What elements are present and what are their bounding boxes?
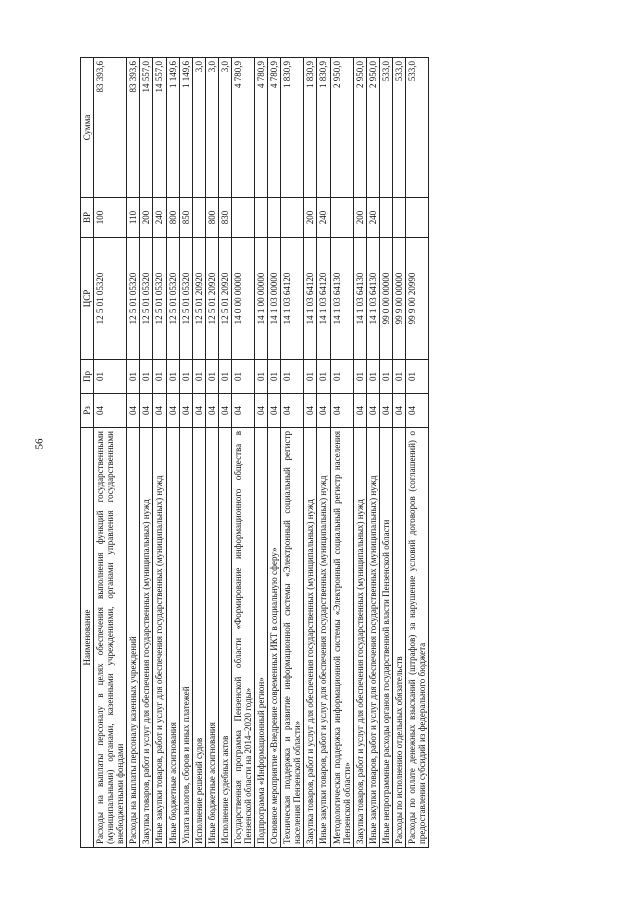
cell-sum: 83 393,6 [127, 58, 140, 198]
table-row [218, 58, 231, 848]
cell-sum: 533,0 [406, 58, 429, 198]
cell-rz: 04 [192, 394, 205, 428]
table-row [205, 58, 218, 848]
cell-rz: 04 [94, 394, 127, 428]
table-row [317, 58, 330, 848]
cell-rz: 04 [179, 394, 192, 428]
cell-csr: 12 5 01 20920 [218, 238, 231, 360]
cell-pr: 01 [218, 360, 231, 394]
table-row [179, 58, 192, 848]
cell-sum: 4 780,9 [268, 58, 281, 198]
cell-vr: 240 [153, 198, 166, 238]
cell-pr: 01 [304, 360, 317, 394]
cell-name: Иные бюджетные ассигнования [205, 428, 218, 848]
cell-csr: 12 5 01 05320 [166, 238, 179, 360]
cell-csr: 99 0 00 00000 [379, 238, 392, 360]
cell-vr [330, 198, 353, 238]
cell-csr: 12 5 01 05320 [179, 238, 192, 360]
cell-sum: 1 830,9 [281, 58, 304, 198]
cell-pr: 01 [281, 360, 304, 394]
page-number: 56 [33, 438, 46, 450]
cell-pr: 01 [94, 360, 127, 394]
table-row [94, 58, 127, 848]
cell-pr: 01 [179, 360, 192, 394]
cell-name: Иные закупки товаров, работ и услуг для обеспечения государственных (муниципальных) нужд [366, 428, 379, 848]
cell-pr: 01 [406, 360, 429, 394]
cell-pr: 01 [192, 360, 205, 394]
budget-table [80, 57, 429, 848]
cell-vr: 850 [179, 198, 192, 238]
cell-rz: 04 [255, 394, 268, 428]
cell-name: Исполнение решений судов [192, 428, 205, 848]
cell-pr: 01 [268, 360, 281, 394]
cell-rz: 04 [330, 394, 353, 428]
cell-csr: 14 1 03 64130 [366, 238, 379, 360]
table-row [379, 58, 392, 848]
cell-name: Техническая поддержка и развитие информационной системы «Электронный социальный регистр населения Пензенской области» [281, 428, 304, 848]
cell-vr: 800 [166, 198, 179, 238]
cell-vr: 200 [140, 198, 153, 238]
cell-pr: 01 [127, 360, 140, 394]
cell-pr: 01 [153, 360, 166, 394]
table-header-row [81, 58, 94, 848]
cell-vr [281, 198, 304, 238]
table-row [192, 58, 205, 848]
cell-vr: 800 [205, 198, 218, 238]
cell-rz: 04 [205, 394, 218, 428]
cell-sum: 1 149,6 [166, 58, 179, 198]
table-row [406, 58, 429, 848]
cell-rz: 04 [218, 394, 231, 428]
cell-name: Исполнение судебных актов [218, 428, 231, 848]
cell-pr: 01 [330, 360, 353, 394]
cell-vr: 830 [218, 198, 231, 238]
cell-vr: 200 [353, 198, 366, 238]
cell-vr: 240 [317, 198, 330, 238]
cell-vr: 240 [366, 198, 379, 238]
cell-name: Уплата налогов, сборов и иных платежей [179, 428, 192, 848]
cell-csr: 14 1 03 64130 [353, 238, 366, 360]
cell-name: Закупка товаров, работ и услуг для обеспечения государственных (муниципальных) нужд [353, 428, 366, 848]
cell-sum: 14 557,0 [140, 58, 153, 198]
cell-name: Закупка товаров, работ и услуг для обеспечения государственных (муниципальных) нужд [304, 428, 317, 848]
cell-sum: 1 830,9 [304, 58, 317, 198]
cell-csr: 14 1 03 00000 [268, 238, 281, 360]
cell-name: Основное мероприятие «Внедрение современных ИКТ в социальную сферу» [268, 428, 281, 848]
cell-sum: 4 780,9 [255, 58, 268, 198]
cell-vr [231, 198, 254, 238]
cell-rz: 04 [317, 394, 330, 428]
cell-csr: 14 1 03 64120 [304, 238, 317, 360]
cell-csr: 14 1 03 64120 [317, 238, 330, 360]
table-row [268, 58, 281, 848]
cell-vr [192, 198, 205, 238]
cell-csr: 12 5 01 05320 [140, 238, 153, 360]
cell-csr: 12 5 01 05320 [94, 238, 127, 360]
cell-name: Методологическая поддержка информационной системы «Электронный социальный регистр населения Пензенской области» [330, 428, 353, 848]
cell-vr: 100 [94, 198, 127, 238]
cell-name: Государственная программа Пензенской области «Формирование информационного общества в Пензенской области на 2014–2020 годы» [231, 428, 254, 848]
cell-name: Подпрограмма «Информационный регион» [255, 428, 268, 848]
cell-sum: 3,0 [192, 58, 205, 198]
cell-rz: 04 [127, 394, 140, 428]
cell-rz: 04 [392, 394, 405, 428]
cell-sum: 533,0 [379, 58, 392, 198]
cell-pr: 01 [366, 360, 379, 394]
rotated-page-content [80, 58, 563, 848]
cell-name: Иные закупки товаров, работ и услуг для обеспечения государственных (муниципальных) нужд [153, 428, 166, 848]
cell-rz: 04 [231, 394, 254, 428]
cell-name: Закупка товаров, работ и услуг для обеспечения государственных (муниципальных) нужд [140, 428, 153, 848]
cell-rz: 04 [281, 394, 304, 428]
cell-vr [268, 198, 281, 238]
table-row [353, 58, 366, 848]
cell-pr: 01 [140, 360, 153, 394]
table-row [255, 58, 268, 848]
cell-sum: 533,0 [392, 58, 405, 198]
table-row [281, 58, 304, 848]
cell-rz: 04 [353, 394, 366, 428]
cell-pr: 01 [255, 360, 268, 394]
cell-csr: 99 9 00 00000 [392, 238, 405, 360]
cell-rz: 04 [140, 394, 153, 428]
cell-name: Расходы на выплаты персоналу казенных учреждений [127, 428, 140, 848]
cell-pr: 01 [317, 360, 330, 394]
table-row [231, 58, 254, 848]
cell-name: Расходы на выплаты персоналу в целях обеспечения выполнения функций государственными (муниципальными) органами, казенными учреждениями, органами управления государственными внебюджетными фондами [94, 428, 127, 848]
cell-sum: 4 780,9 [231, 58, 254, 198]
cell-sum: 1 149,6 [179, 58, 192, 198]
table-row [366, 58, 379, 848]
cell-csr: 14 0 00 00000 [231, 238, 254, 360]
header-name: Наименование [81, 428, 94, 848]
cell-vr [406, 198, 429, 238]
cell-pr: 01 [231, 360, 254, 394]
cell-sum: 2 950,0 [366, 58, 379, 198]
cell-pr: 01 [353, 360, 366, 394]
cell-pr: 01 [205, 360, 218, 394]
cell-csr: 14 1 00 00000 [255, 238, 268, 360]
cell-rz: 04 [406, 394, 429, 428]
table-row [304, 58, 317, 848]
table-row [392, 58, 405, 848]
cell-name: Иные непрограммные расходы органов государственной власти Пензенской области [379, 428, 392, 848]
cell-sum: 83 393,6 [94, 58, 127, 198]
cell-csr: 99 9 00 20990 [406, 238, 429, 360]
cell-sum: 14 557,0 [153, 58, 166, 198]
cell-sum: 2 950,0 [330, 58, 353, 198]
cell-vr [379, 198, 392, 238]
header-sum: Сумма [81, 58, 94, 198]
cell-vr [392, 198, 405, 238]
cell-name: Расходы по исполнению отдельных обязательств [392, 428, 405, 848]
table-row [127, 58, 140, 848]
cell-pr: 01 [392, 360, 405, 394]
cell-name: Иные бюджетные ассигнования [166, 428, 179, 848]
cell-rz: 04 [366, 394, 379, 428]
header-pr: Пр [81, 360, 94, 394]
cell-rz: 04 [268, 394, 281, 428]
cell-csr: 14 1 03 64120 [281, 238, 304, 360]
cell-vr: 200 [304, 198, 317, 238]
header-csr: ЦСР [81, 238, 94, 360]
cell-rz: 04 [379, 394, 392, 428]
cell-sum: 3,0 [205, 58, 218, 198]
cell-sum: 1 830,9 [317, 58, 330, 198]
cell-csr: 12 5 01 05320 [153, 238, 166, 360]
cell-rz: 04 [153, 394, 166, 428]
cell-name: Иные закупки товаров, работ и услуг для обеспечения государственных (муниципальных) нужд [317, 428, 330, 848]
table-row [153, 58, 166, 848]
cell-sum: 2 950,0 [353, 58, 366, 198]
table-row [140, 58, 153, 848]
table-row [330, 58, 353, 848]
cell-csr: 12 5 01 05320 [127, 238, 140, 360]
cell-csr: 14 1 03 64130 [330, 238, 353, 360]
cell-csr: 12 5 01 20920 [192, 238, 205, 360]
cell-sum: 3,0 [218, 58, 231, 198]
cell-name: Расходы по оплате денежных взысканий (штрафов) за нарушение условий договоров (соглашений) о предоставлении субсидий из федерального бюджета [406, 428, 429, 848]
cell-vr [255, 198, 268, 238]
cell-pr: 01 [166, 360, 179, 394]
cell-rz: 04 [166, 394, 179, 428]
header-vr: ВР [81, 198, 94, 238]
cell-vr: 110 [127, 198, 140, 238]
cell-csr: 12 5 01 20920 [205, 238, 218, 360]
cell-pr: 01 [379, 360, 392, 394]
header-rz: Рз [81, 394, 94, 428]
cell-rz: 04 [304, 394, 317, 428]
table-row [166, 58, 179, 848]
table-body [94, 58, 429, 848]
